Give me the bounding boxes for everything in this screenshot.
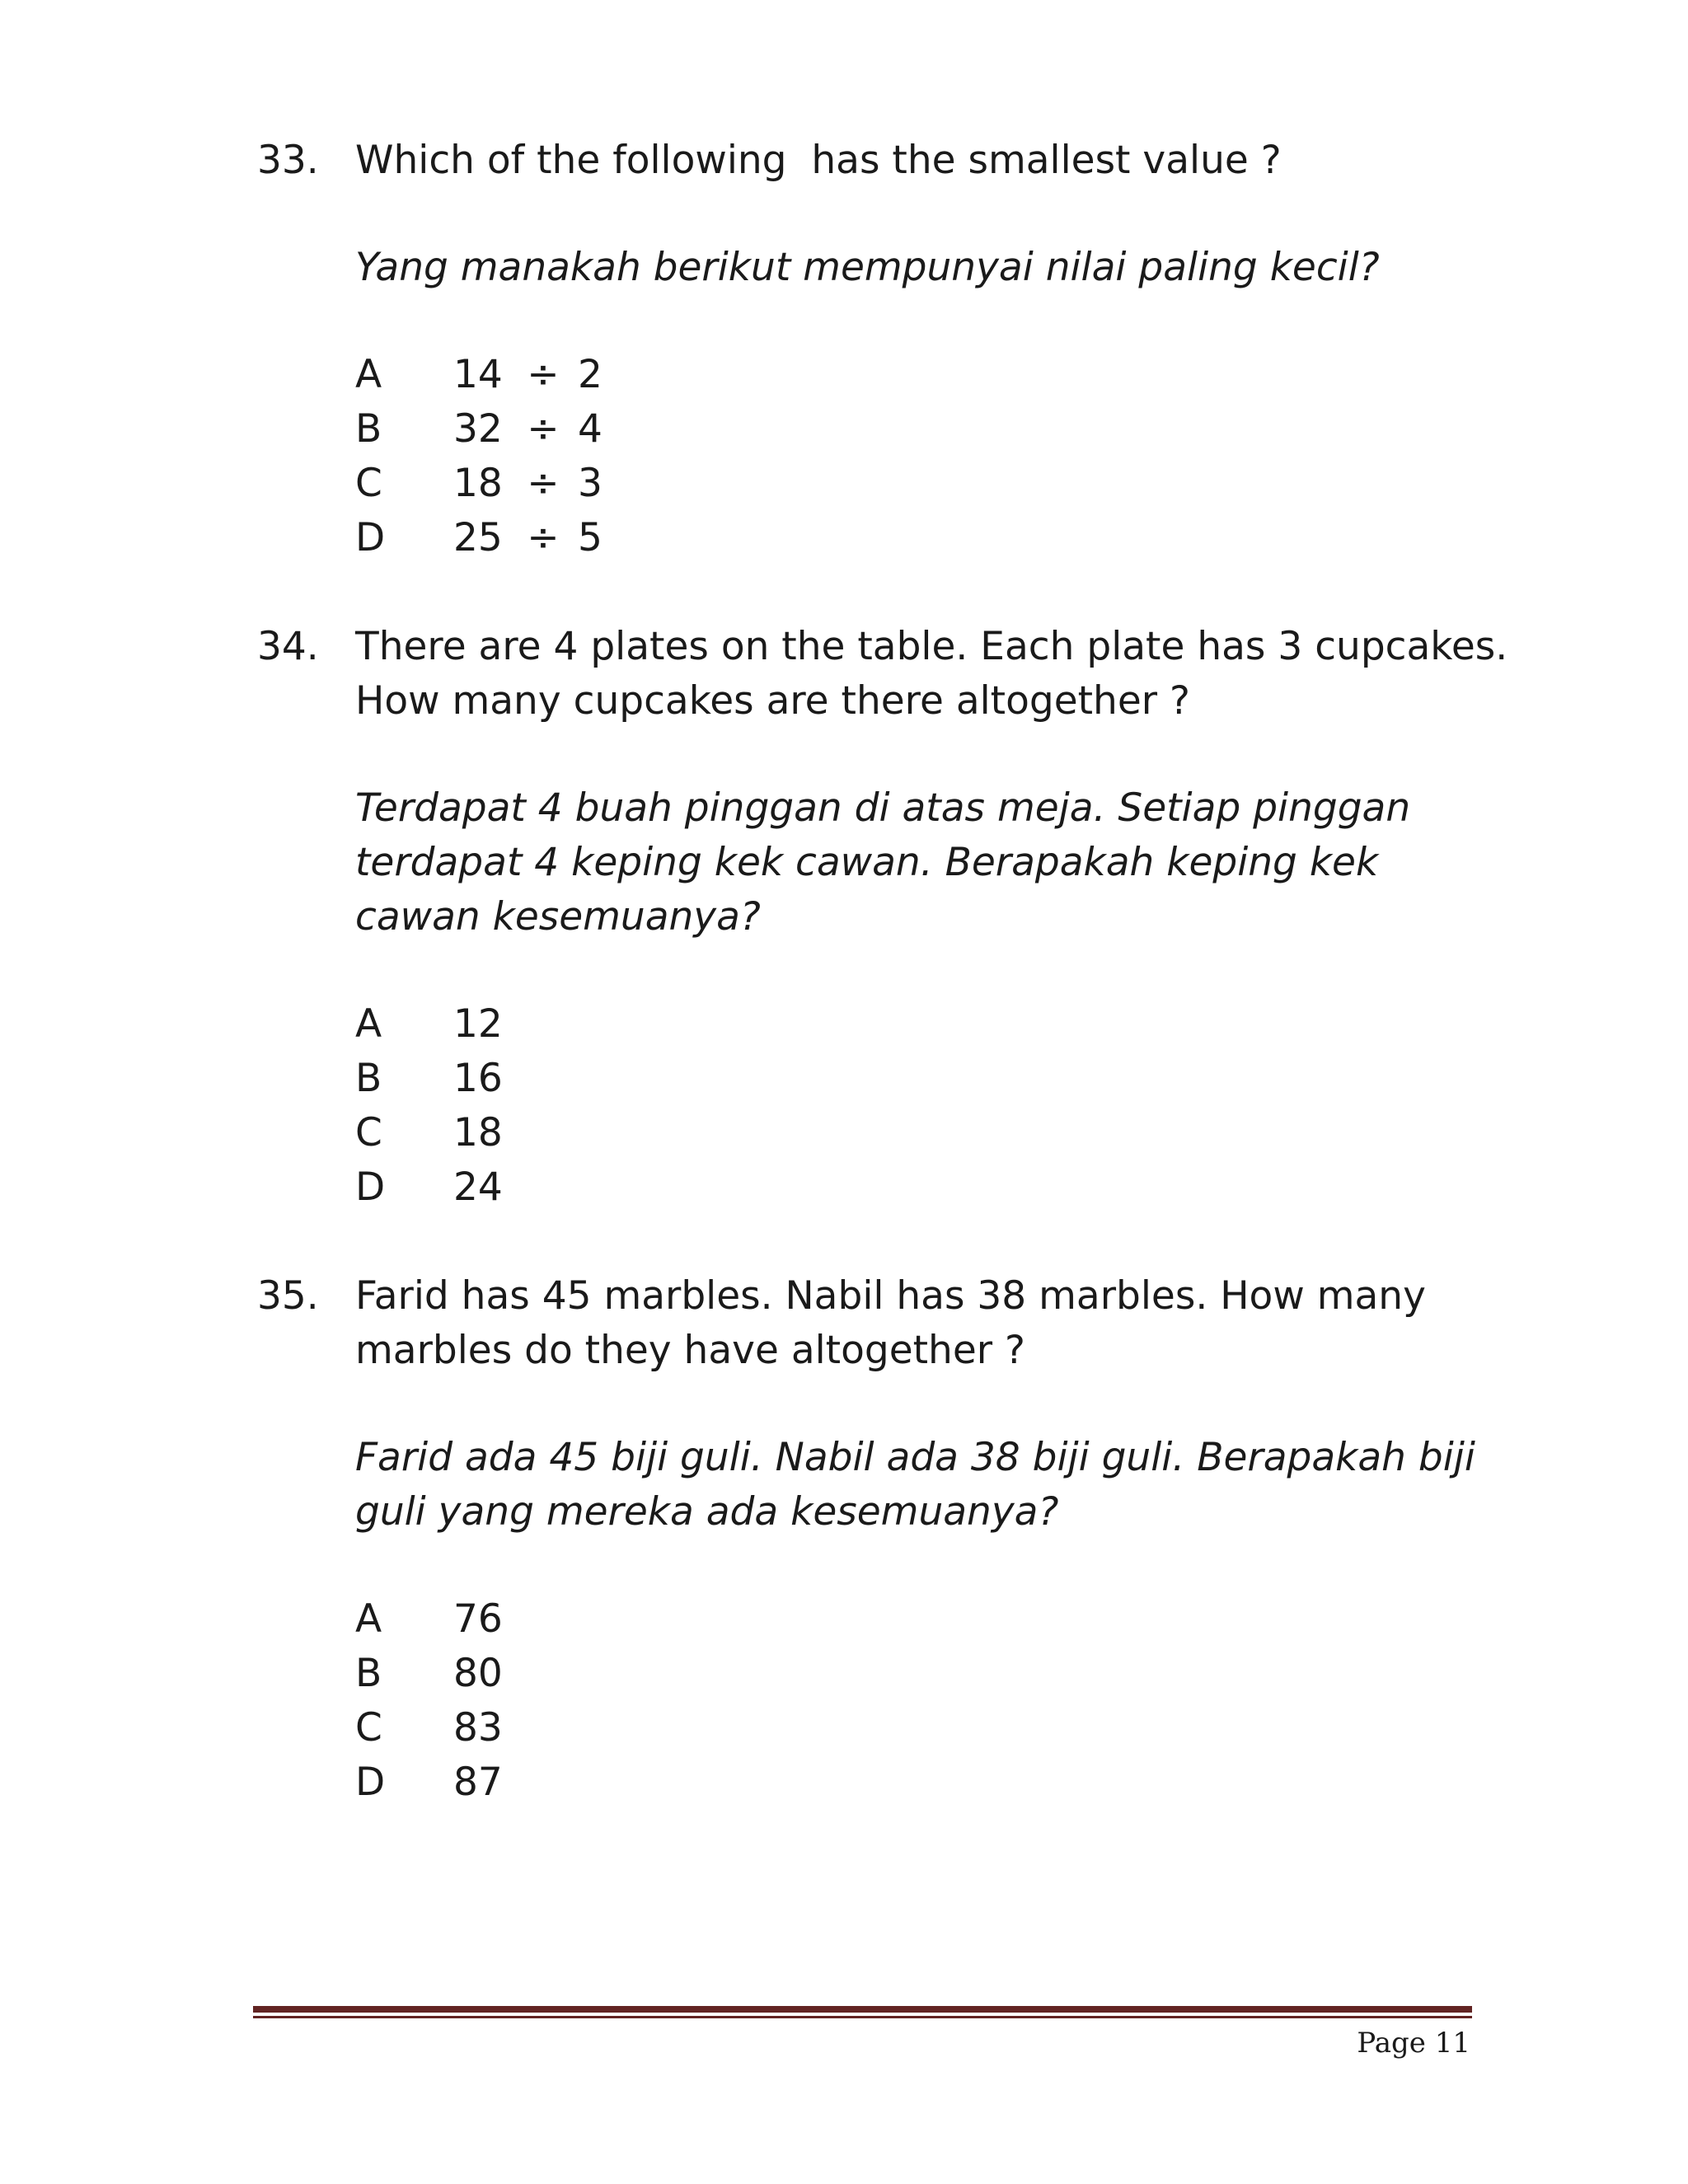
dividend: 18: [453, 461, 503, 506]
answer-options: [355, 348, 1526, 565]
option-letter: A: [355, 1596, 382, 1642]
option-letter: A: [355, 352, 382, 397]
dividend: 32: [453, 406, 503, 452]
option-letter: D: [355, 1760, 386, 1805]
dividend: 25: [453, 515, 503, 560]
option-letter: D: [355, 1165, 386, 1210]
question-text-english: Which of the following has the smallest value ?: [355, 138, 1282, 183]
divisor: 5: [578, 515, 603, 560]
question-number: 34.: [257, 624, 319, 669]
option-value: 80: [453, 1651, 503, 1696]
question-text-malay: Terdapat 4 buah pinggan di atas meja. Setiap pinggan terdapat 4 keping kek cawan. Berapakah keping kek cawan kesemuanya?: [355, 785, 1411, 940]
option-value: 12: [453, 1001, 503, 1047]
divide-sign: ÷: [527, 515, 560, 560]
question-body: [355, 134, 1526, 565]
question-number: 33.: [257, 138, 319, 183]
divide-sign: ÷: [527, 461, 560, 506]
question-text-english: There are 4 plates on the table. Each plate has 3 cupcakes. How many cupcakes are there altogether ?: [355, 624, 1508, 724]
question-text-malay: Farid ada 45 biji guli. Nabil ada 38 biji guli. Berapakah biji guli yang mereka ada kesemuanya?: [355, 1435, 1475, 1535]
option-value: 87: [453, 1760, 503, 1805]
option-letter: B: [355, 1056, 382, 1101]
option-letter: D: [355, 515, 386, 560]
divisor: 2: [578, 352, 603, 397]
divide-sign: ÷: [527, 406, 560, 452]
option-letter: C: [355, 1110, 382, 1155]
option-c[interactable]: [355, 1701, 1526, 1755]
question-body: [355, 620, 1526, 1215]
option-a[interactable]: [355, 1592, 1526, 1647]
option-b[interactable]: [355, 1052, 1526, 1106]
answer-options: [355, 1592, 1526, 1810]
option-letter: B: [355, 406, 382, 452]
option-b[interactable]: [355, 402, 1526, 457]
question-text-english: Farid has 45 marbles. Nabil has 38 marbles. How many marbles do they have altogether ?: [355, 1273, 1426, 1373]
option-letter: B: [355, 1651, 382, 1696]
question-text-malay: Yang manakah berikut mempunyai nilai paling kecil?: [355, 245, 1380, 290]
option-b[interactable]: [355, 1647, 1526, 1701]
option-c[interactable]: [355, 457, 1526, 511]
option-d[interactable]: [355, 511, 1526, 565]
option-a[interactable]: [355, 997, 1526, 1052]
question-body: [355, 1269, 1526, 1810]
footer-rule-thick: [253, 2006, 1472, 2013]
option-d[interactable]: [355, 1160, 1526, 1215]
option-value: 16: [453, 1056, 503, 1101]
option-value: 83: [453, 1705, 503, 1750]
option-c[interactable]: [355, 1106, 1526, 1160]
divide-sign: ÷: [527, 352, 560, 397]
option-d[interactable]: [355, 1755, 1526, 1810]
question-number: 35.: [257, 1273, 319, 1319]
option-value: 76: [453, 1596, 503, 1642]
divisor: 4: [578, 406, 603, 452]
page-number: Page 11: [1357, 2027, 1470, 2060]
option-letter: C: [355, 461, 382, 506]
option-letter: C: [355, 1705, 382, 1750]
answer-options: [355, 997, 1526, 1215]
dividend: 14: [453, 352, 503, 397]
option-value: 24: [453, 1165, 503, 1210]
option-letter: A: [355, 1001, 382, 1047]
divisor: 3: [578, 461, 603, 506]
option-value: 18: [453, 1110, 503, 1155]
option-a[interactable]: [355, 348, 1526, 402]
footer-rule-thin: [253, 2016, 1472, 2018]
